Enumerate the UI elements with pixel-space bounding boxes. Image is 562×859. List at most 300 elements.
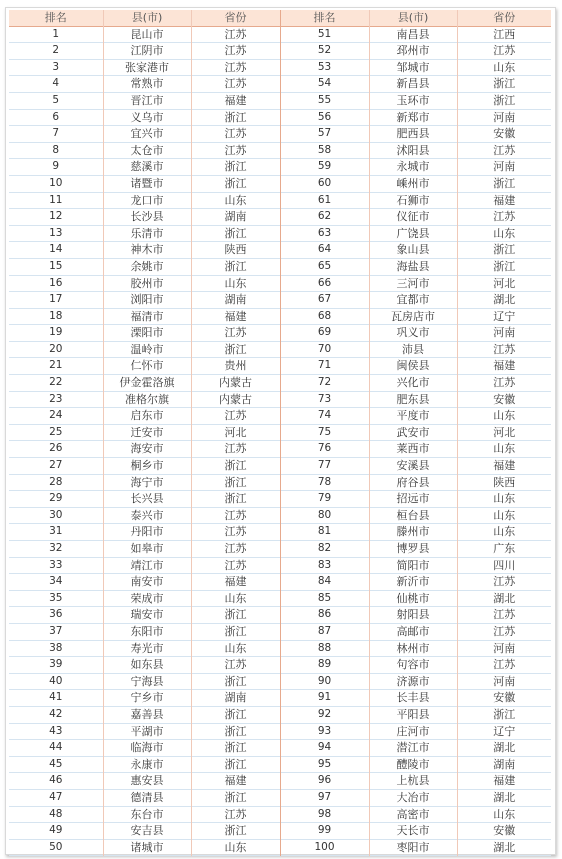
county-cell: 胶州市 [103, 275, 191, 292]
county-cell: 桐乡市 [103, 458, 191, 475]
province-cell: 浙江 [493, 707, 516, 721]
rank-cell: 57 [280, 126, 369, 143]
province-cell: 山东 [493, 60, 516, 74]
table-row [9, 424, 551, 441]
header-county-left: 县(市) [103, 10, 191, 26]
province-cell: 福建 [493, 359, 516, 373]
rank-cell: 73 [280, 391, 369, 408]
table-row [9, 657, 551, 674]
province-cell: 山东 [191, 640, 280, 657]
rank-cell: 50 [9, 839, 103, 856]
county-cell: 慈溪市 [103, 159, 191, 176]
county-cell: 射阳县 [369, 607, 457, 624]
table-row [9, 391, 551, 408]
table-row [9, 159, 551, 176]
table-row [9, 723, 551, 740]
province-cell: 福建 [191, 308, 280, 325]
province-cell: 山东 [191, 275, 280, 292]
rank-cell: 88 [280, 640, 369, 657]
table-row [9, 292, 551, 309]
province-cell: 江苏 [493, 624, 516, 638]
header-province-right: 省份 [457, 10, 551, 26]
county-ranking-table [9, 10, 551, 856]
rank-cell: 81 [280, 524, 369, 541]
county-cell: 平湖市 [103, 723, 191, 740]
rank-cell: 94 [280, 740, 369, 757]
county-cell: 桓台县 [369, 507, 457, 524]
province-cell: 江苏 [493, 44, 516, 58]
header-rank-right: 排名 [280, 10, 369, 26]
rank-cell: 60 [280, 175, 369, 192]
county-cell: 如东县 [103, 657, 191, 674]
county-cell: 龙口市 [103, 192, 191, 209]
rank-cell: 35 [9, 590, 103, 607]
rank-cell: 75 [280, 424, 369, 441]
province-cell: 河北 [493, 425, 516, 439]
rank-cell: 40 [9, 673, 103, 690]
table-header-row [9, 10, 551, 26]
table-row [9, 76, 551, 93]
province-cell: 浙江 [191, 159, 280, 176]
table-row [9, 175, 551, 192]
county-cell: 象山县 [369, 242, 457, 259]
rank-cell: 8 [9, 142, 103, 159]
county-cell: 长兴县 [103, 491, 191, 508]
county-cell: 平度市 [369, 408, 457, 425]
rank-cell: 83 [280, 557, 369, 574]
province-cell: 贵州 [191, 358, 280, 375]
province-cell: 浙江 [191, 673, 280, 690]
rank-cell: 89 [280, 657, 369, 674]
county-cell: 宜都市 [369, 292, 457, 309]
rank-cell: 12 [9, 209, 103, 226]
rank-cell: 48 [9, 806, 103, 823]
rank-cell: 25 [9, 424, 103, 441]
county-cell: 庄河市 [369, 723, 457, 740]
county-cell: 寿光市 [103, 640, 191, 657]
county-cell: 张家港市 [103, 59, 191, 76]
province-cell: 河北 [191, 424, 280, 441]
province-cell: 浙江 [191, 458, 280, 475]
rank-cell: 79 [280, 491, 369, 508]
province-cell: 浙江 [191, 491, 280, 508]
rank-cell: 66 [280, 275, 369, 292]
county-cell: 南安市 [103, 574, 191, 591]
header-county-right: 县(市) [369, 10, 457, 26]
rank-cell: 52 [280, 43, 369, 60]
table-row [9, 375, 551, 392]
table-row [9, 275, 551, 292]
province-cell: 江西 [493, 27, 516, 41]
county-cell: 长丰县 [369, 690, 457, 707]
rank-cell: 92 [280, 706, 369, 723]
county-cell: 常熟市 [103, 76, 191, 93]
rank-cell: 1 [9, 26, 103, 43]
table-row [9, 474, 551, 491]
county-cell: 启东市 [103, 408, 191, 425]
county-cell: 高密市 [369, 806, 457, 823]
rank-cell: 49 [9, 823, 103, 840]
rank-cell: 95 [280, 756, 369, 773]
province-cell: 福建 [493, 459, 516, 473]
table-row [9, 59, 551, 76]
table-row [9, 242, 551, 259]
table-row [9, 839, 551, 856]
rank-cell: 2 [9, 43, 103, 60]
province-cell: 福建 [493, 774, 516, 788]
table-row [9, 258, 551, 275]
province-cell: 浙江 [191, 623, 280, 640]
table-row [9, 623, 551, 640]
rank-cell: 31 [9, 524, 103, 541]
rank-cell: 65 [280, 258, 369, 275]
province-cell: 湖南 [191, 690, 280, 707]
rank-cell: 74 [280, 408, 369, 425]
province-cell: 内蒙古 [191, 391, 280, 408]
rank-cell: 11 [9, 192, 103, 209]
rank-cell: 14 [9, 242, 103, 259]
county-cell: 兴化市 [369, 375, 457, 392]
province-cell: 湖南 [493, 757, 516, 771]
rank-cell: 61 [280, 192, 369, 209]
table-row [9, 574, 551, 591]
table-row [9, 773, 551, 790]
province-cell: 江苏 [191, 541, 280, 558]
rank-cell: 54 [280, 76, 369, 93]
rank-cell: 76 [280, 441, 369, 458]
province-cell: 江苏 [191, 76, 280, 93]
province-cell: 江苏 [191, 507, 280, 524]
county-cell: 沛县 [369, 341, 457, 358]
county-cell: 诸城市 [103, 839, 191, 856]
rank-cell: 69 [280, 325, 369, 342]
province-cell: 辽宁 [493, 724, 516, 738]
county-cell: 海宁市 [103, 474, 191, 491]
table-row [9, 308, 551, 325]
table-row [9, 491, 551, 508]
province-cell: 江苏 [191, 657, 280, 674]
county-cell: 肥东县 [369, 391, 457, 408]
rank-cell: 97 [280, 789, 369, 806]
province-cell: 湖北 [493, 790, 516, 804]
table-row [9, 225, 551, 242]
county-cell: 温岭市 [103, 341, 191, 358]
table-row [9, 507, 551, 524]
county-cell: 余姚市 [103, 258, 191, 275]
province-cell: 河北 [493, 276, 516, 290]
county-cell: 宁乡市 [103, 690, 191, 707]
county-cell: 临海市 [103, 740, 191, 757]
province-cell: 浙江 [191, 341, 280, 358]
province-cell: 河南 [493, 674, 516, 688]
county-cell: 准格尔旗 [103, 391, 191, 408]
table-row [9, 541, 551, 558]
county-cell: 闽侯县 [369, 358, 457, 375]
county-cell: 广饶县 [369, 225, 457, 242]
county-cell: 石狮市 [369, 192, 457, 209]
province-cell: 山东 [493, 492, 516, 506]
table-row [9, 524, 551, 541]
province-cell: 湖北 [493, 293, 516, 307]
rank-cell: 91 [280, 690, 369, 707]
county-cell: 溧阳市 [103, 325, 191, 342]
table-row [9, 590, 551, 607]
province-cell: 湖南 [191, 292, 280, 309]
province-cell: 山东 [493, 226, 516, 240]
rank-cell: 84 [280, 574, 369, 591]
county-cell: 三河市 [369, 275, 457, 292]
province-cell: 山东 [191, 590, 280, 607]
county-cell: 新郑市 [369, 109, 457, 126]
table-row [9, 673, 551, 690]
province-cell: 江苏 [191, 126, 280, 143]
province-cell: 江苏 [493, 376, 516, 390]
province-cell: 江苏 [191, 26, 280, 43]
rank-cell: 44 [9, 740, 103, 757]
county-cell: 德清县 [103, 789, 191, 806]
province-cell: 江苏 [191, 59, 280, 76]
rank-cell: 16 [9, 275, 103, 292]
rank-cell: 39 [9, 657, 103, 674]
county-cell: 府谷县 [369, 474, 457, 491]
province-cell: 陕西 [493, 475, 516, 489]
province-cell: 湖南 [191, 209, 280, 226]
county-cell: 永康市 [103, 756, 191, 773]
rank-cell: 56 [280, 109, 369, 126]
county-cell: 江阴市 [103, 43, 191, 60]
rank-cell: 34 [9, 574, 103, 591]
province-cell: 江苏 [493, 342, 516, 356]
province-cell: 江苏 [191, 408, 280, 425]
rank-cell: 37 [9, 623, 103, 640]
rank-cell: 47 [9, 789, 103, 806]
rank-cell: 41 [9, 690, 103, 707]
county-cell: 宁海县 [103, 673, 191, 690]
province-cell: 河南 [493, 641, 516, 655]
county-cell: 惠安县 [103, 773, 191, 790]
province-cell: 浙江 [191, 723, 280, 740]
table-row [9, 823, 551, 840]
rank-cell: 21 [9, 358, 103, 375]
province-cell: 河南 [493, 160, 516, 174]
county-cell: 莱西市 [369, 441, 457, 458]
rank-cell: 55 [280, 92, 369, 109]
rank-cell: 3 [9, 59, 103, 76]
rank-cell: 82 [280, 541, 369, 558]
county-cell: 靖江市 [103, 557, 191, 574]
county-cell: 玉环市 [369, 92, 457, 109]
province-cell: 浙江 [191, 175, 280, 192]
province-cell: 浙江 [191, 756, 280, 773]
table-row [9, 209, 551, 226]
county-cell: 安溪县 [369, 458, 457, 475]
county-cell: 东台市 [103, 806, 191, 823]
county-cell: 沭阳县 [369, 142, 457, 159]
county-cell: 晋江市 [103, 92, 191, 109]
province-cell: 浙江 [191, 225, 280, 242]
rank-cell: 19 [9, 325, 103, 342]
province-cell: 浙江 [191, 789, 280, 806]
province-cell: 安徽 [493, 127, 516, 141]
table-row [9, 142, 551, 159]
county-cell: 浏阳市 [103, 292, 191, 309]
province-cell: 浙江 [191, 258, 280, 275]
county-cell: 神木市 [103, 242, 191, 259]
county-cell: 瑞安市 [103, 607, 191, 624]
county-cell: 宜兴市 [103, 126, 191, 143]
province-cell: 江苏 [191, 557, 280, 574]
province-cell: 福建 [191, 574, 280, 591]
county-cell: 大冶市 [369, 789, 457, 806]
rank-cell: 68 [280, 308, 369, 325]
county-cell: 诸暨市 [103, 175, 191, 192]
county-cell: 乐清市 [103, 225, 191, 242]
header-rank-left: 排名 [9, 10, 103, 26]
rank-cell: 96 [280, 773, 369, 790]
county-cell: 济源市 [369, 673, 457, 690]
county-cell: 海安市 [103, 441, 191, 458]
province-cell: 四川 [493, 558, 516, 572]
province-cell: 安徽 [493, 824, 516, 838]
rank-cell: 6 [9, 109, 103, 126]
province-cell: 浙江 [493, 176, 516, 190]
header-province-left: 省份 [191, 10, 280, 26]
rank-cell: 85 [280, 590, 369, 607]
province-cell: 浙江 [493, 93, 516, 107]
province-cell: 江苏 [493, 210, 516, 224]
table-row [9, 126, 551, 143]
province-cell: 辽宁 [493, 309, 516, 323]
province-cell: 浙江 [191, 740, 280, 757]
rank-cell: 59 [280, 159, 369, 176]
province-cell: 浙江 [191, 474, 280, 491]
county-cell: 新沂市 [369, 574, 457, 591]
province-cell: 山东 [493, 508, 516, 522]
province-cell: 福建 [191, 773, 280, 790]
county-cell: 安吉县 [103, 823, 191, 840]
province-cell: 湖北 [493, 840, 516, 854]
table-row [9, 756, 551, 773]
province-cell: 江苏 [493, 658, 516, 672]
county-cell: 长沙县 [103, 209, 191, 226]
county-cell: 瓦房店市 [369, 308, 457, 325]
county-cell: 仁怀市 [103, 358, 191, 375]
county-cell: 嘉善县 [103, 706, 191, 723]
rank-cell: 22 [9, 375, 103, 392]
province-cell: 福建 [191, 92, 280, 109]
rank-cell: 29 [9, 491, 103, 508]
rank-cell: 98 [280, 806, 369, 823]
county-cell: 滕州市 [369, 524, 457, 541]
rank-cell: 93 [280, 723, 369, 740]
rank-cell: 53 [280, 59, 369, 76]
rank-cell: 36 [9, 607, 103, 624]
rank-cell: 15 [9, 258, 103, 275]
province-cell: 浙江 [493, 77, 516, 91]
county-cell: 高邮市 [369, 623, 457, 640]
province-cell: 江苏 [191, 441, 280, 458]
province-cell: 江苏 [191, 142, 280, 159]
rank-cell: 80 [280, 507, 369, 524]
rank-cell: 64 [280, 242, 369, 259]
rank-cell: 42 [9, 706, 103, 723]
table-row [9, 789, 551, 806]
county-cell: 邳州市 [369, 43, 457, 60]
rank-cell: 18 [9, 308, 103, 325]
rank-cell: 100 [280, 839, 369, 856]
table-row [9, 740, 551, 757]
table-row [9, 43, 551, 60]
table-row [9, 325, 551, 342]
province-cell: 江苏 [493, 143, 516, 157]
rank-cell: 67 [280, 292, 369, 309]
table-row [9, 640, 551, 657]
rank-cell: 77 [280, 458, 369, 475]
province-cell: 河南 [493, 110, 516, 124]
table-row [9, 557, 551, 574]
county-cell: 东阳市 [103, 623, 191, 640]
province-cell: 江苏 [493, 608, 516, 622]
rank-cell: 45 [9, 756, 103, 773]
rank-cell: 4 [9, 76, 103, 93]
province-cell: 山东 [493, 525, 516, 539]
county-cell: 简阳市 [369, 557, 457, 574]
county-cell: 太仓市 [103, 142, 191, 159]
county-cell: 荣成市 [103, 590, 191, 607]
county-cell: 伊金霍洛旗 [103, 375, 191, 392]
province-cell: 湖北 [493, 741, 516, 755]
county-cell: 博罗县 [369, 541, 457, 558]
rank-cell: 62 [280, 209, 369, 226]
rank-cell: 51 [280, 26, 369, 43]
rank-cell: 20 [9, 341, 103, 358]
province-cell: 江苏 [191, 325, 280, 342]
table-row [9, 408, 551, 425]
rank-cell: 86 [280, 607, 369, 624]
table-row [9, 441, 551, 458]
table-row [9, 192, 551, 209]
table-row [9, 109, 551, 126]
county-cell: 巩义市 [369, 325, 457, 342]
county-cell: 枣阳市 [369, 839, 457, 856]
province-cell: 浙江 [493, 243, 516, 257]
county-cell: 天长市 [369, 823, 457, 840]
rank-cell: 5 [9, 92, 103, 109]
rank-cell: 7 [9, 126, 103, 143]
province-cell: 山东 [493, 442, 516, 456]
rank-cell: 10 [9, 175, 103, 192]
rank-cell: 58 [280, 142, 369, 159]
county-cell: 如皋市 [103, 541, 191, 558]
rank-cell: 90 [280, 673, 369, 690]
county-cell: 潜江市 [369, 740, 457, 757]
rank-cell: 72 [280, 375, 369, 392]
rank-cell: 13 [9, 225, 103, 242]
rank-cell: 24 [9, 408, 103, 425]
county-cell: 平阳县 [369, 706, 457, 723]
county-cell: 武安市 [369, 424, 457, 441]
province-cell: 浙江 [493, 259, 516, 273]
rank-cell: 30 [9, 507, 103, 524]
county-cell: 仙桃市 [369, 590, 457, 607]
province-cell: 广东 [493, 542, 516, 555]
province-cell: 陕西 [191, 242, 280, 259]
rank-cell: 43 [9, 723, 103, 740]
rank-cell: 28 [9, 474, 103, 491]
county-cell: 福清市 [103, 308, 191, 325]
county-cell: 新昌县 [369, 76, 457, 93]
county-cell: 泰兴市 [103, 507, 191, 524]
